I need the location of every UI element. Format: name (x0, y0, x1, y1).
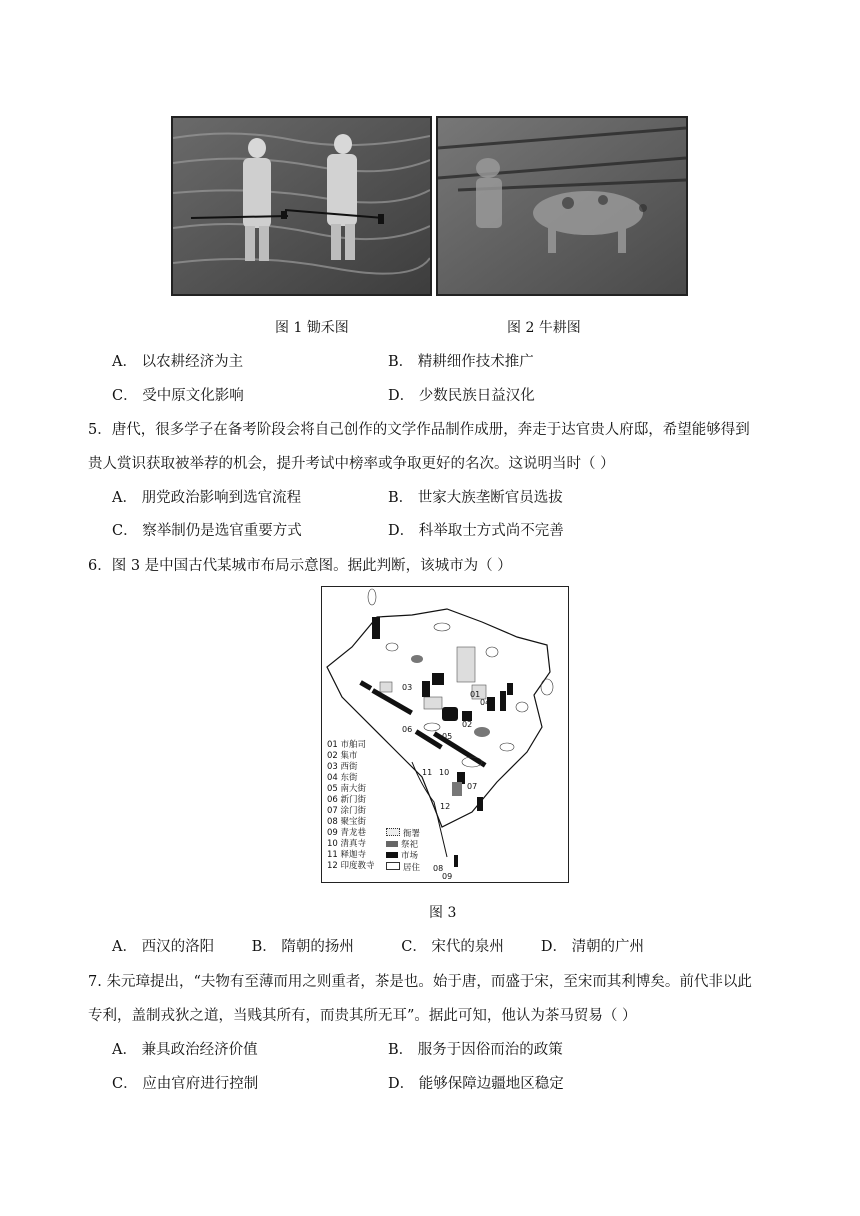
q7-option-b: B． 服务于因俗而治的政策 (388, 1042, 563, 1058)
map-num-04: 04 (480, 698, 491, 707)
legend-item: 12 印度教寺 (327, 861, 375, 871)
q6-option-b: B． 隋朝的扬州 (251, 939, 354, 955)
q6-option-c: C． 宋代的泉州 (401, 939, 504, 955)
hoeing-mural-image (171, 116, 432, 296)
city-layout-map (321, 586, 569, 883)
q7-stem-line1: 7. 朱元璋提出，“夫物有至薄而用之则重者，茶是也。始于唐，而盛于宋，至宋而其利博矣。前代非以此 (88, 974, 752, 990)
q5-stem-line2: 贵人赏识获取被举荐的机会，提升考试中榜率或争取更好的名次。这说明当时（ ） (88, 456, 615, 472)
q5-option-b: B． 世家大族垄断官员选拔 (388, 490, 563, 506)
legend-item: 02 集市 (327, 751, 358, 761)
legend-item: 11 释迦寺 (327, 850, 367, 860)
legend-item: 03 西街 (327, 762, 358, 772)
q5-option-a: A． 朋党政治影响到选官流程 (112, 490, 302, 506)
q7-option-d: D． 能够保障边疆地区稳定 (388, 1076, 564, 1092)
legend-item: 04 东街 (327, 773, 358, 783)
hoeing-mural-drawing (173, 118, 430, 294)
map-num-03: 03 (402, 683, 413, 692)
ox-plowing-mural-image (436, 116, 688, 296)
q4-option-b: B． 精耕细作技术推广 (388, 354, 534, 370)
ox-plowing-mural-drawing (438, 118, 686, 294)
q4-option-c: C． 受中原文化影响 (112, 388, 244, 404)
q5-stem-line1: 5．唐代，很多学子在备考阶段会将自己创作的文学作品制作成册，奔走于达官贵人府邸，希望能够得到 (88, 422, 750, 438)
fig2-caption: 图 2 牛耕图 (507, 320, 581, 336)
legend-item: 10 清真寺 (327, 839, 367, 849)
q5-option-c: C． 察举制仍是选官重要方式 (112, 523, 302, 539)
key-sacrifice: 祭祀 (386, 840, 420, 851)
q6-stem: 6．图 3 是中国古代某城市布局示意图。据此判断，该城市为（ ） (88, 558, 512, 574)
q4-option-a: A． 以农耕经济为主 (112, 354, 244, 370)
legend-item: 07 涂门街 (327, 806, 367, 816)
map-key (386, 828, 420, 874)
q7-stem-line2: 专利，盖制戎狄之道，当贱其所有，而贵其所无耳”。据此可知，他认为茶马贸易（ ） (88, 1008, 637, 1024)
map-num-12: 12 (440, 802, 451, 811)
q6-option-d: D． 清朝的广州 (540, 939, 645, 955)
q7-option-c: C． 应由官府进行控制 (112, 1076, 259, 1092)
map-num-11: 11 (422, 768, 433, 777)
q7-option-a: A． 兼具政治经济价值 (112, 1042, 258, 1058)
map-num-01: 01 (470, 690, 481, 699)
map-num-07: 07 (467, 782, 478, 791)
fig1-caption: 图 1 锄禾图 (275, 320, 349, 336)
key-market: 市场 (386, 851, 420, 862)
map-num-02: 02 (462, 720, 473, 729)
map-num-05: 05 (442, 732, 453, 741)
q6-options (112, 935, 644, 956)
q6-option-a: A． 西汉的洛阳 (112, 939, 215, 955)
legend-item: 08 聚宝街 (327, 817, 367, 827)
key-residential: 居住 (386, 862, 420, 874)
map-num-08: 08 (433, 864, 444, 873)
map-legend-list (327, 740, 375, 872)
legend-item: 06 新门街 (327, 795, 367, 805)
legend-item: 05 南大街 (327, 784, 367, 794)
map-num-06: 06 (402, 725, 413, 734)
legend-item: 01 市舶司 (327, 740, 367, 750)
q5-option-d: D． 科举取士方式尚不完善 (388, 523, 564, 539)
legend-item: 09 青龙巷 (327, 828, 367, 838)
map-num-10: 10 (439, 768, 450, 777)
map-num-09: 09 (442, 872, 453, 881)
q4-option-d: D． 少数民族日益汉化 (388, 388, 535, 404)
key-office: 衙署 (386, 828, 420, 840)
fig3-caption: 图 3 (429, 905, 457, 921)
